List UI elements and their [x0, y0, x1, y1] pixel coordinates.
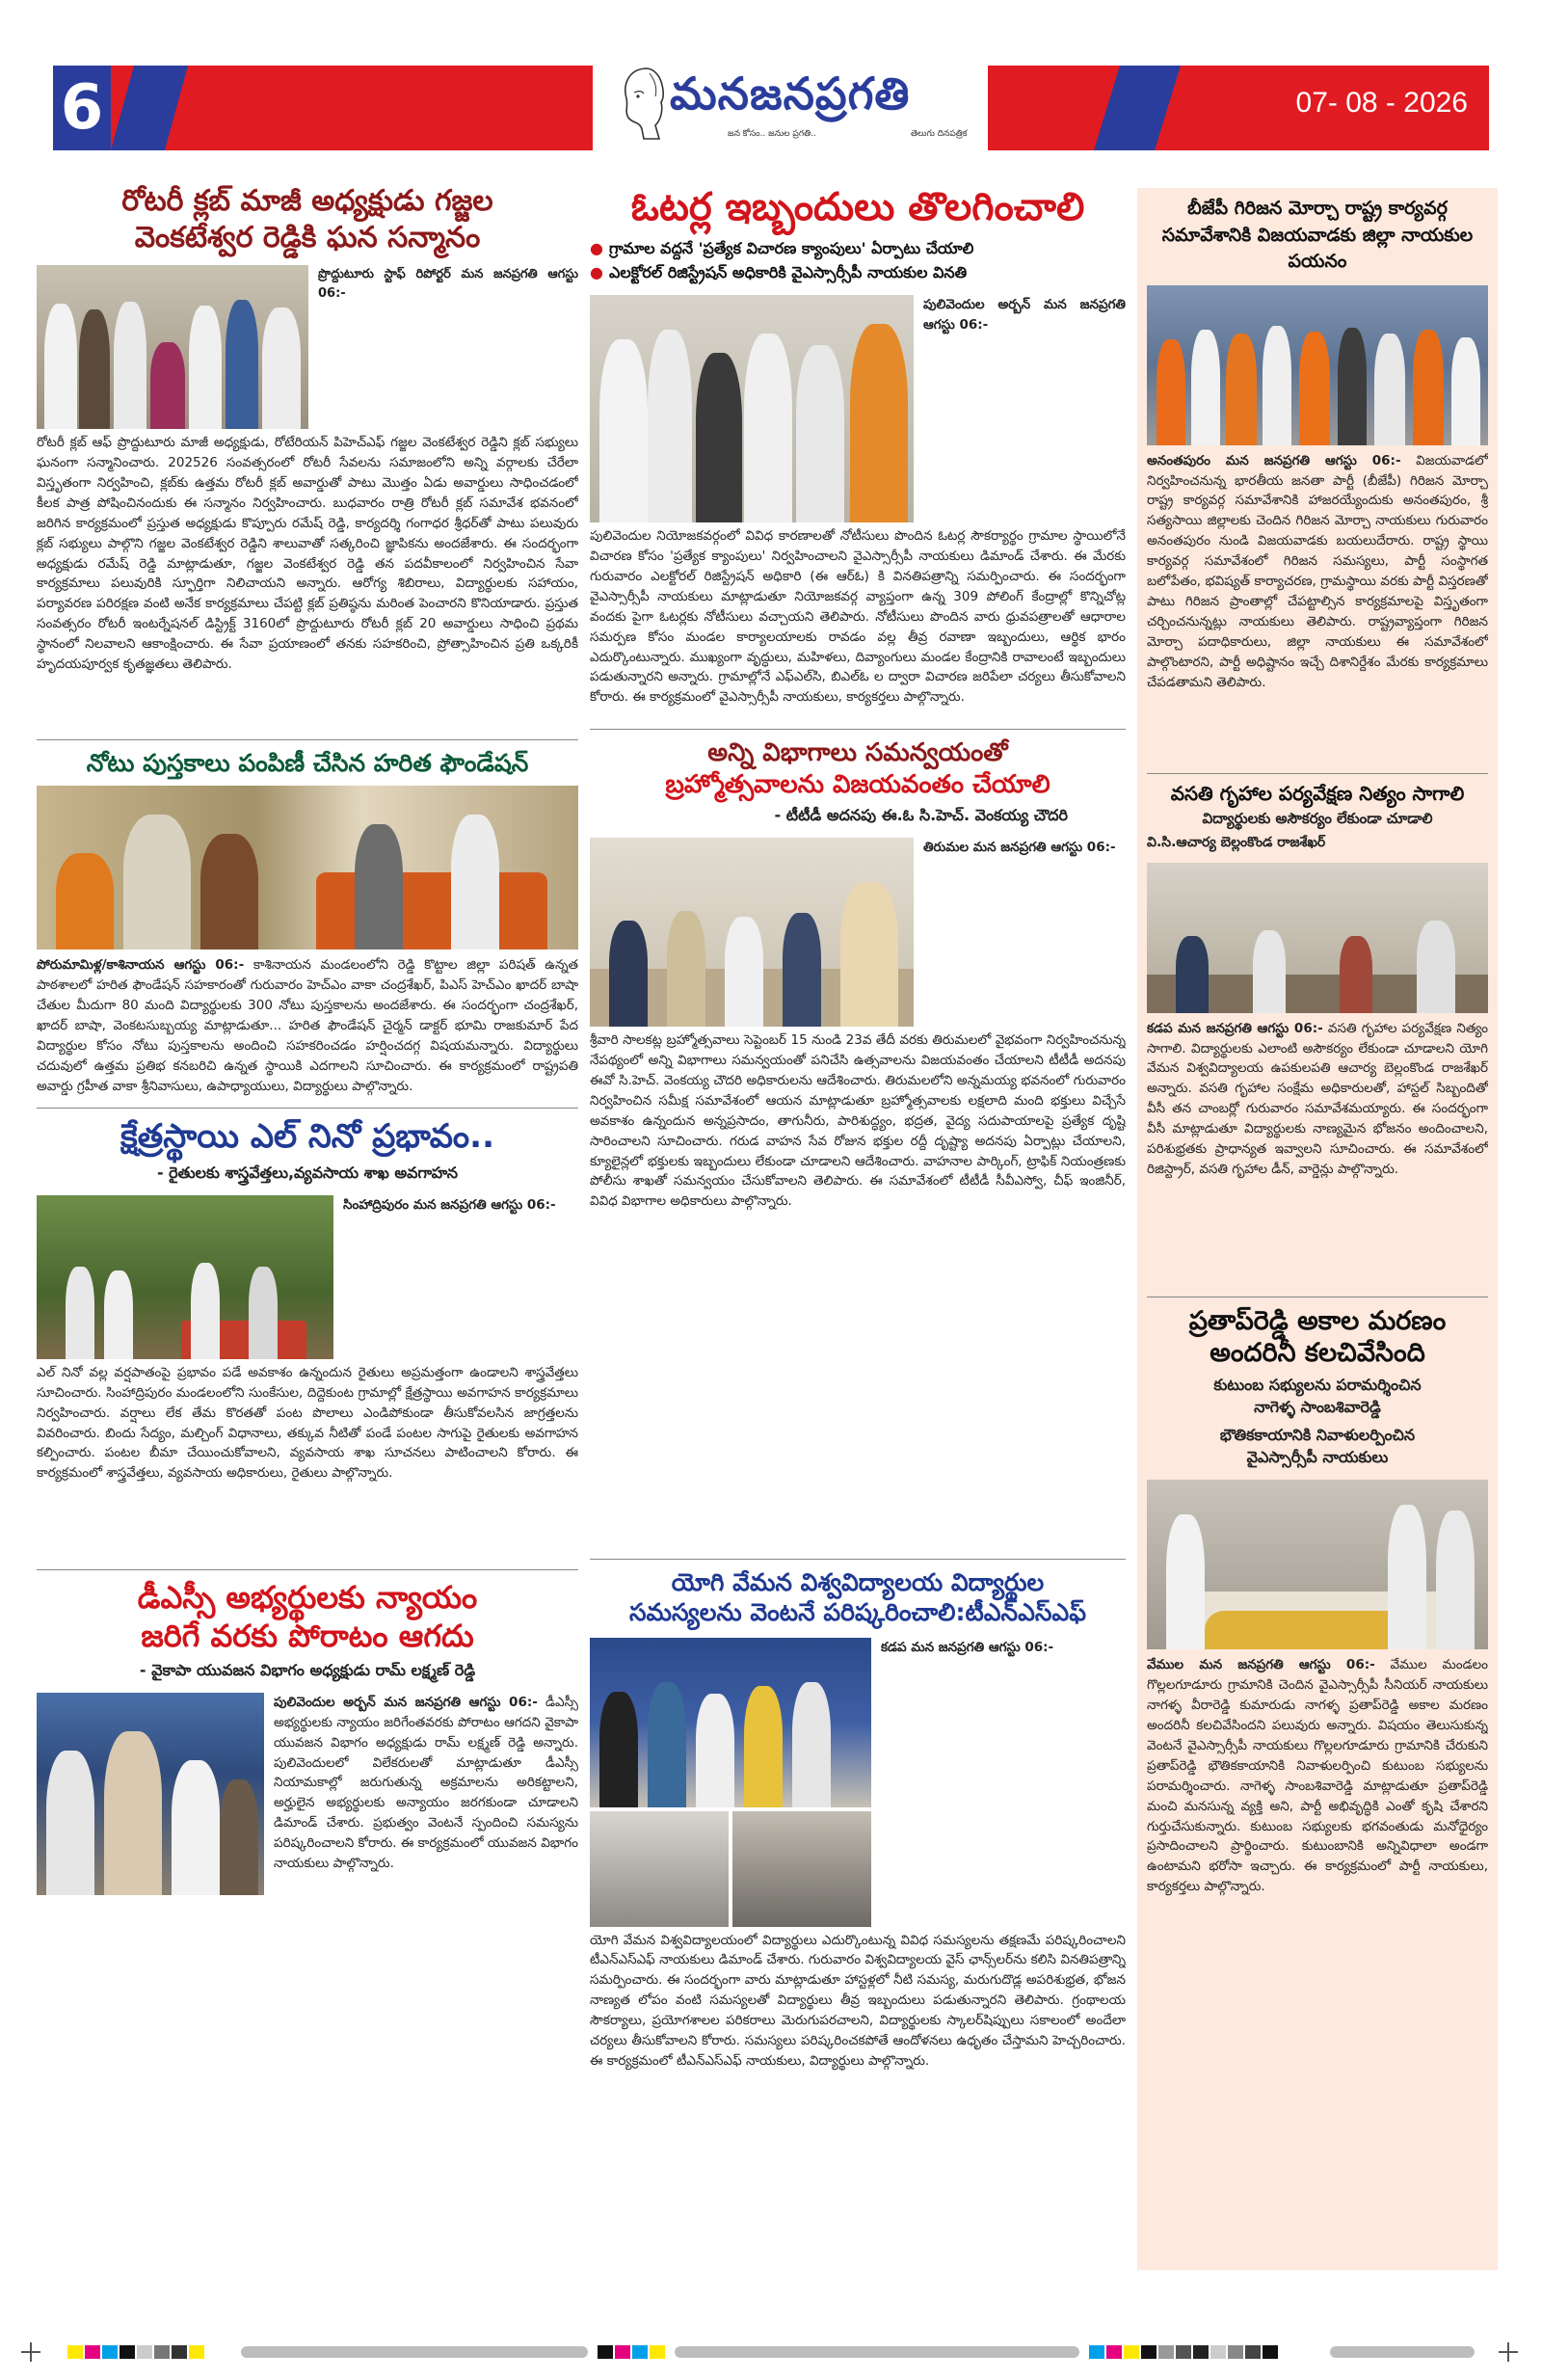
story-hostel-body: వసతి గృహాల పర్యవేక్షణ నిత్యం సాగాలి. విద్యార్థులకు ఎలాంటి అసౌకర్యం లేకుండా చూడాలని యోగి వేమన విశ్వవిద్యాలయ ఉపకులపతి ఆచార్య బెల్లంకొండ రాజశేఖర్ అన్నారు. వసతి గృహాల సంక్షేమ అధికారులతో, హాస్టల్ సిబ్బందితో వీసీ తన చాంబర్లో గురువారం సమావేశమయ్యారు. ఈ సందర్భంగా వీసీ మాట్లాడుతూ విద్యార్థులకు నాణ్యమైన భోజనం అందించాలని, పరిశుభ్రతకు ప్రాధాన్యత ఇవ్వాలని సూచించారు. ఈ సమావేశంలో రిజిస్ట్రార్, వసతి గృహాల డీన్, వార్డెన్లు పాల్గొన్నారు. [1147, 1020, 1488, 1178]
story-voters [590, 183, 1126, 721]
story-el-nino [37, 1116, 578, 1562]
story-brahmotsavam-body: శ్రీవారి సాలకట్ల బ్రహ్మోత్సవాలు సెప్టెంబర్ 15 నుండి 23వ తేదీ వరకు తిరుమలలో వైభవంగా నిర్వహించనున్న నేపథ్యంలో అన్ని విభాగాలు సమన్వయంతో పనిచేసి ఉత్సవాలను విజయవంతం చేయాలని టీటీడీ అదనపు ఈవో సి.హెచ్. వెంకయ్య చౌదరి అధికారులను ఆదేశించారు. తిరుమలలోని అన్నమయ్య భవనంలో గురువారం నిర్వహించిన సమీక్ష సమావేశంలో ఆయన మాట్లాడుతూ బ్రహ్మోత్సవాలకు లక్షలాది మంది భక్తులు విచ్చేసే అవకాశం ఉన్నందున అన్నప్రసాదం, తాగునీరు, పారిశుద్ధ్యం, భద్రత, వైద్య సదుపాయాలపై ప్రత్యేక దృష్టి సారించాలని సూచించారు. గరుడ వాహన సేవ రోజున భక్తుల రద్దీ దృష్ట్యా అదనపు ఏర్పాట్లు చేయాలని, క్యూలైన్లలో భక్తులకు ఇబ్బందులు లేకుండా చూడాలని ఆదేశించారు. వాహనాల పార్కింగ్, ట్రాఫిక్ నియంత్రణకు పోలీసు శాఖతో సమన్వయం చేసుకోవాలని తెలిపారు. ఈ సమావేశంలో టీటీడీ సీవీఎస్వో, చీఫ్ ఇంజినీర్, వివిధ విభాగాల అధికారులు పాల్గొన్నారు. [590, 1032, 1126, 1210]
registration-mark-left [21, 2342, 40, 2362]
story-brahmotsavam-byline: తిరుమల మన జనప్రగతి ఆగస్టు 06:- [923, 840, 1116, 855]
story-dsc-sub: - వైకాపా యువజన విభాగం అధ్యక్షుడు రామ్ లక్ష్మణ్ రెడ్డి [139, 1660, 476, 1679]
yogivemana-photo-toilet [590, 1811, 729, 1927]
story-elnino-sub: - రైతులకు శాస్త్రవేత్తలు,వ్యవసాయ శాఖ అవగాహన [156, 1163, 459, 1182]
story-elnino-body: ఎల్ నినో వల్ల వర్షపాతంపై ప్రభావం పడే అవకాశం ఉన్నందున రైతులు అప్రమత్తంగా ఉండాలని శాస్త్రవేత్తలు సూచించారు. సింహాద్రిపురం మండలంలోని సుంకేసుల, దిద్దెకుంట గ్రామాల్లో క్షేత్రస్థాయి అవగాహన కార్యక్రమాలు నిర్వహించారు. వర్షాలు లేక తేమ కొరతతో పంట పొలాలు ఎండిపోకుండా తీసుకోవలసిన జాగ్రత్తలను వివరించారు. బిందు సేద్యం, మల్చింగ్ విధానాలు, తక్కువ నీటితో పండే పంటల సాగుపై రైతులకు అవగాహన కల్పించారు. పంటల బీమా చేయించుకోవాలని, వ్యవసాయ శాఖ సూచనలు పాటించాలని కోరారు. ఈ కార్యక్రమంలో శాస్త్రవేత్తలు, వ్యవసాయ అధికారులు, రైతులు పాల్గొన్నారు. [37, 1364, 578, 1482]
story-yogi-vemana [590, 1567, 1126, 2149]
story-dsc-headline-2: జరిగే వరకు పోరాటం ఆగదు [141, 1617, 474, 1654]
story-pratap-sub-1: కుటుంబ సభ్యులను పరామర్శించిన [1213, 1376, 1422, 1395]
story-haritha-headline: నోటు పుస్తకాలు పంపిణీ చేసిన హరిత ఫౌండేషన్ [86, 749, 529, 777]
story-yogivemana-headline-2: సమస్యలను వెంటనే పరిష్కరించాలి:టీఎన్ఎస్ఎఫ్ [629, 1598, 1086, 1627]
page-number: 6 [53, 66, 111, 150]
story-rotary-byline: ప్రొద్దుటూరు స్టాఫ్ రిపోర్టర్ మన జనప్రగతి ఆగస్టు 06:- [318, 267, 578, 302]
story-pratap-headline-2: అందరినీ కలచివేసింది [1210, 1338, 1425, 1369]
story-pratap-sub-2: నాగెళ్ళ సాంబశివారెడ్డి [1254, 1398, 1381, 1417]
story-bjp-byline: అనంతపురం మన జనప్రగతి ఆగస్టు 06:- [1147, 452, 1401, 468]
story-dsc-candidates [37, 1578, 578, 1914]
color-calibration-bar-center [598, 2345, 665, 2359]
right-column [1137, 188, 1498, 2270]
story-hostel-sub-2: వి.సి.ఆచార్య బెల్లంకొండ రాజశేఖర్ [1147, 834, 1326, 850]
story-yogivemana-body: యోగి వేమన విశ్వవిద్యాలయంలో విద్యార్థులు ఎదుర్కొంటున్న వివిధ సమస్యలను తక్షణమే పరిష్కరించాలని టీఎన్ఎస్ఎఫ్ నాయకులు డిమాండ్ చేశారు. గురువారం విశ్వవిద్యాలయ వైస్ ఛాన్స్‌లర్‌ను కలిసి వినతిపత్రాన్ని సమర్పించారు. ఈ సందర్భంగా వారు మాట్లాడుతూ హాస్టళ్లలో నీటి సమస్య, మరుగుదొడ్ల అపరిశుభ్రత, భోజన నాణ్యత లోపం వంటి సమస్యలతో విద్యార్థులు తీవ్ర ఇబ్బందులు పడుతున్నారని తెలిపారు. గ్రంథాలయ సౌకర్యాలు, ప్రయోగశాలల పరికరాలు మెరుగుపరచాలని, విద్యార్థులకు స్కాలర్‌షిప్పులు సకాలంలో అందేలా చర్యలు తీసుకోవాలని కోరారు. సమస్యలు పరిష్కరించకపోతే ఆందోళనలు ఉధృతం చేస్తామని హెచ్చరించారు. ఈ కార్యక్రమంలో టీఎన్ఎస్ఎఫ్ నాయకులు, విద్యార్థులు పాల్గొన్నారు. [590, 1932, 1126, 2070]
story-yogivemana-headline-1: యోగి వేమన విశ్వవిద్యాలయ విద్యార్థుల [671, 1568, 1045, 1596]
story-voters-byline: పులివెందుల అర్బన్ మన జనప్రగతి ఆగస్టు 06:- [923, 297, 1126, 333]
story-rotary-headline-2: వెంకటేశ్వర రెడ్డికి ఘన సన్మానం [134, 220, 481, 254]
story-hostel-sub: విద్యార్థులకు అసౌకర్యం లేకుండా చూడాలి [1202, 809, 1433, 827]
story-brahmotsavam-headline-1: అన్ని విభాగాలు సమన్వయంతో [707, 738, 1008, 767]
gray-bar-left [241, 2346, 588, 2358]
gray-bar-right [675, 2346, 1079, 2358]
story-bjp-headline: బీజేపీ గిరిజన మోర్చా రాష్ట్ర కార్యవర్గ సమావేశానికి విజయవాడకు జిల్లా నాయకుల పయనం [1161, 198, 1474, 273]
story-dsc-body: డీఎస్సీ అభ్యర్థులకు న్యాయం జరిగేంతవరకు పోరాటం ఆగదని వైకాపా యువజన విభాగం అధ్యక్షుడు రామ్ లక్ష్మణ్ రెడ్డి అన్నారు. పులివెందులలో విలేకరులతో మాట్లాడుతూ డీఎస్సీ నియామకాల్లో జరుగుతున్న అక్రమాలను అరికట్టాలని, అర్హులైన అభ్యర్థులకు అన్యాయం జరగకుండా చూడాలని డిమాండ్ చేశారు. ప్రభుత్వం వెంటనే స్పందించి సమస్యను పరిష్కరించాలని కోరారు. ఈ కార్యక్రమంలో యువజన విభాగం నాయకులు పాల్గొన్నారు. [274, 1694, 578, 1872]
story-pratap-sub-3: భౌతికకాయానికి నివాళులర్పించిన [1219, 1426, 1416, 1445]
story-voters-bullet-1: ● గ్రామాల వద్దనే 'ప్రత్యేక విచారణ క్యాంపులు' ఏర్పాటు చేయాలి [590, 239, 1126, 261]
story-pratap-body: వేముల మండలం గొల్లలగూడూరు గ్రామానికి చెందిన వైఎస్సార్సీపీ సీనియర్ నాయకులు నాగళ్ళ వీరారెడ్డి కుమారుడు నాగళ్ళ ప్రతాప్‌రెడ్డి అకాల మరణం అందరినీ కలచివేసిందని పలువురు అన్నారు. విషయం తెలుసుకున్న వెంటనే వైఎస్సార్సీపీ నాయకులు గొల్లలగూడూరు గ్రామానికి చేరుకుని ప్రతాప్‌రెడ్డి భౌతికకాయానికి నివాళులర్పించి కుటుంబ సభ్యులను పరామర్శించారు. నాగెళ్ళ సాంబశివారెడ్డి మాట్లాడుతూ ప్రతాప్‌రెడ్డి మంచి మనసున్న వ్యక్తి అని, పార్టీ అభివృద్ధికి ఎంతో కృషి చేశారని గుర్తుచేసుకున్నారు. కుటుంబ సభ్యులకు భగవంతుడు మనోధైర్యం ప్రసాదించాలని ప్రార్థించారు. కుటుంబానికి అన్నివిధాలా అండగా ఉంటామని భరోసా ఇచ్చారు. ఈ కార్యక్రమంలో పార్టీ నాయకులు, కార్యకర్తలు పాల్గొన్నారు. [1147, 1657, 1488, 1895]
yogivemana-photo-room [732, 1811, 871, 1927]
story-haritha-byline: పోరుమామిళ్ల/కాశినాయన ఆగస్టు 06:- [37, 957, 245, 974]
rotary-photo [37, 265, 308, 429]
story-yogivemana-byline: కడప మన జనప్రగతి ఆగస్టు 06:- [881, 1639, 1054, 1655]
story-bjp-body: విజయవాడలో నిర్వహించనున్న భారతీయ జనతా పార్టీ (బీజేపీ) గిరిజన మోర్చా రాష్ట్ర కార్యవర్గ సమావేశానికి హాజరయ్యేందుకు అనంతపురం, శ్రీ సత్యసాయి జిల్లాలకు చెందిన గిరిజన మోర్చా నాయకులు గురువారం అనంతపురం నుండి విజయవాడకు బయలుదేరారు. రాష్ట్ర స్థాయి కార్యవర్గ సమావేశంలో గిరిజన సమస్యలు, పార్టీ సంస్థాగత బలోపేతం, భవిష్యత్ కార్యాచరణ, గ్రామస్థాయి వరకు పార్టీ విస్తరణతో పాటు గిరిజన ప్రాంతాల్లో చేపట్టాల్సిన కార్యక్రమాలపై విస్తృతంగా చర్చించనున్నట్లు నాయకులు తెలిపారు. రాష్ట్రవ్యాప్తంగా గిరిజన మోర్చా పదాధికారులు, జిల్లా నాయకులు ఈ సమావేశంలో పాల్గొంటారని, పార్టీ అధిష్టానం ఇచ్చే దిశానిర్దేశం మేరకు కార్యక్రమాలు చేపడతామని తెలిపారు. [1147, 452, 1488, 690]
left-column [37, 183, 578, 1914]
registration-mark-right [1499, 2342, 1518, 2362]
story-brahmotsavam-sub: - టీటీడీ అదనపు ఈ.ఓ సి.హెచ్. వెంకయ్య చౌదరి [774, 806, 1068, 824]
issue-date: 07- 08 - 2026 [1295, 87, 1468, 119]
gray-bar-end [1330, 2346, 1475, 2358]
story-pratap-sub-4: వైఎస్సార్సీపీ నాయకులు [1246, 1448, 1389, 1467]
newspaper-title: మనజనప్రగతి [670, 67, 911, 120]
color-calibration-bar-right [1089, 2345, 1278, 2359]
story-brahmotsavam [590, 737, 1126, 1551]
story-rotary-body: రోటరీ క్లబ్ ఆఫ్ ప్రొద్దుటూరు మాజీ అధ్యక్షుడు, రోటేరియన్ పిహెచ్ఎఫ్ గజ్జల వెంకటేశ్వర రెడ్డిని క్లబ్ సభ్యులు ఘనంగా సన్మానించారు. 202526 సంవత్సరంలో రోటరీ సేవలను సమాజంలోని అన్ని వర్గాలకు చేరేలా విస్తృతంగా నిర్వహించి, క్లబ్‌కు ఉత్తమ రోటరీ క్లబ్ అవార్డుతో పాటు మొత్తం ఏడు అవార్డులు సాధించడంలో కీలక పాత్ర పోషించినందుకు ఈ సన్మానం నిర్వహించారు. బుధవారం రాత్రి రోటరీ క్లబ్ సమావేశ భవనంలో జరిగిన కార్యక్రమంలో ప్రస్తుత అధ్యక్షుడు కొప్పూరు రమేష్ రెడ్డి, కార్యదర్శి గంగాధర శ్రీధర్‌తో పాటు పలువురు క్లబ్ సభ్యులు పాల్గొని గజ్జల వెంకటేశ్వర రెడ్డిని శాలువాతో సత్కరించి జ్ఞాపికను అందజేశారు. ఈ సందర్భంగా అధ్యక్షుడు రమేష్ రెడ్డి మాట్లాడుతూ, గజ్జల వెంకటేశ్వర రెడ్డి తన పదవీకాలంలో నిర్వహించిన సేవా కార్యక్రమాలు పలువురికి స్ఫూర్తిగా నిలిచాయని అన్నారు. ఆరోగ్య శిబిరాలు, విద్యార్థులకు సహాయం, పర్యావరణ పరిరక్షణ వంటి అనేక కార్యక్రమాలు చేపట్టి క్లబ్ ప్రతిష్ఠను మరింత పెంచారని కొనియాడారు. ప్రస్తుత సంవత్సరం రోటరీ ఇంటర్నేషనల్ డిస్ట్రిక్ట్ 3160లో ప్రొద్దుటూరు రోటరీ క్లబ్ 20 అవార్డులు సాధించి ప్రథమ స్థానంలో నిలవాలని ఆకాంక్షించారు. ఈ సేవా ప్రయాణంలో తనకు సహకరించి, ప్రోత్సాహించిన ప్రతి ఒక్కరికీ హృదయపూర్వక కృతజ్ఞతలు తెలిపారు. [37, 435, 578, 673]
story-haritha-foundation [37, 748, 578, 1100]
story-hostel-byline: కడప మన జనప్రగతి ఆగస్టు 06:- [1147, 1020, 1323, 1036]
brahmotsavam-photo [590, 838, 914, 1027]
story-pratap-byline: వేముల మన జనప్రగతి ఆగస్టు 06:- [1147, 1657, 1375, 1673]
story-haritha-body: కాశినాయన మండలంలోని రెడ్డి కొట్టాల జిల్లా పరిషత్ ఉన్నత పాఠశాలలో హరిత ఫౌండేషన్ సహకారంతో గురువారం హెచ్ఎం వాకా చంద్రశేఖర్, పిఎస్ హెచ్ఎం ఖాదర్ బాషా చేతుల మీదుగా 80 మంది విద్యార్థులకు 300 నోటు పుస్తకాలను అందజేశారు. ఈ సందర్భంగా చంద్రశేఖర్, ఖాదర్ బాషా, వెంకటసుబ్బయ్య మాట్లాడుతూ... హరిత ఫౌండేషన్ చైర్మన్ డాక్టర్ భూమి రాజకుమార్ పేద విద్యార్థుల కోసం నోటు పుస్తకాలను అందించి సహకరించడం హర్షించదగ్గ విషయమన్నారు. విద్యార్థులు చదువులో ఉత్తమ ప్రతిభ కనబరిచి ఉన్నత స్థాయికి ఎదగాలని సూచించారు. ఈ కార్యక్రమంలో రాష్ట్రపతి అవార్డు గ్రహీత వాకా శ్రీనివాసులు, ఉపాధ్యాయులు, విద్యార్థులు పాల్గొన్నారు. [37, 957, 578, 1094]
yogivemana-photo-group [590, 1638, 871, 1807]
elnino-photo [37, 1195, 333, 1359]
newspaper-subtitle: తెలుగు దినపత్రిక [911, 129, 968, 139]
story-hostel-headline: వసతి గృహాల పర్యవేక్షణ నిత్యం సాగాలి [1170, 781, 1465, 805]
pratap-photo [1147, 1480, 1488, 1649]
story-elnino-byline: సింహాద్రిపురం మన జనప్రగతి ఆగస్టు 06:- [343, 1196, 556, 1213]
story-voters-body: పులివెందుల నియోజకవర్గంలో వివిధ కారణాలతో నోటీసులు పొందిన ఓటర్ల సౌకర్యార్థం గ్రామాల స్థాయిలోనే విచారణ కోసం 'ప్రత్యేక క్యాంపులు' నిర్వహించాలని వైఎస్సార్సీపీ నాయకులు డిమాండ్ చేశారు. ఈ మేరకు గురువారం ఎలక్టోరల్ రిజిస్ట్రేషన్ అధికారి (ఈ ఆర్ఓ) కి వినతిపత్రాన్ని సమర్పించారు. ఈ సందర్భంగా వైఎస్సార్సీపీ నాయకులు మాట్లాడుతూ నియోజకవర్గ వ్యాప్తంగా ఉన్న 309 పోలింగ్ కేంద్రాల్లో కొన్నిచోట్ల వందకు పైగా ఓటర్లకు నోటీసులు వచ్చాయని తెలిపారు. నోటీసులు పొందిన వారు ధ్రువపత్రాలతో ఆధారాల సమర్పణ కోసం మండల కార్యాలయాలకు రావడం వల్ల తీవ్ర రవాణా ఇబ్బందులు, ఆర్థిక భారం ఎదుర్కొంటున్నారు. ముఖ్యంగా వృద్ధులు, మహిళలు, దివ్యాంగులు మండల కేంద్రానికి రావాలంటే ఇబ్బందులు పడుతున్నారని అన్నారు. గ్రామాల్లోనే ఎఫ్ఎల్‌సి, బిఎల్ఓ ల ద్వారా విచారణ జరిపేలా చర్యలు తీసుకోవాలని కోరారు. ఈ కార్యక్రమంలో వైఎస్సార్సీపీ నాయకులు, కార్యకర్తలు పాల్గొన్నారు. [590, 528, 1126, 706]
story-brahmotsavam-headline-2: బ్రహ్మోత్సవాలను విజయవంతం చేయాలి [665, 769, 1050, 799]
story-bjp-tribal [1147, 196, 1488, 765]
story-rotary-headline-1: రోటరీ క్లబ్ మాజీ అధ్యక్షుడు గజ్జల [121, 184, 493, 218]
story-rotary-club [37, 183, 578, 732]
story-pratap-reddy [1147, 1305, 1488, 2138]
story-dsc-byline: పులివెందుల అర్బన్ మన జనప్రగతి ఆగస్టు 06:- [274, 1694, 538, 1710]
story-voters-headline: ఓటర్ల ఇబ్బందులు తొలగించాలి [630, 185, 1085, 229]
story-hostel-supervision [1147, 782, 1488, 1289]
story-elnino-headline: క్షేత్రస్థాయి ఎల్ నినో ప్రభావం.. [120, 1117, 494, 1157]
story-voters-bullet-2: ● ఎలక్టోరల్ రిజిస్ట్రేషన్ అధికారికి వైఎస్సార్సీపీ నాయకుల వినతి [590, 263, 1126, 285]
hostel-photo [1147, 863, 1488, 1013]
story-pratap-headline-1: ప్రతాప్‌రెడ్డి అకాల మరణం [1188, 1305, 1447, 1336]
bjp-photo [1147, 285, 1488, 445]
portrait-logo-icon [617, 64, 665, 141]
color-calibration-bar-left [67, 2345, 204, 2359]
haritha-photo [37, 786, 578, 949]
story-dsc-headline-1: డీఎస్సీ అభ్యర్థులకు న్యాయం [137, 1578, 478, 1616]
newspaper-tagline: జన కోసం.. జనుల ప్రగతి.. [728, 129, 816, 139]
dsc-photo [37, 1693, 264, 1895]
middle-column [590, 183, 1126, 2149]
masthead [53, 66, 1489, 150]
voters-photo [590, 295, 914, 522]
print-registration-strip [0, 2338, 1542, 2367]
